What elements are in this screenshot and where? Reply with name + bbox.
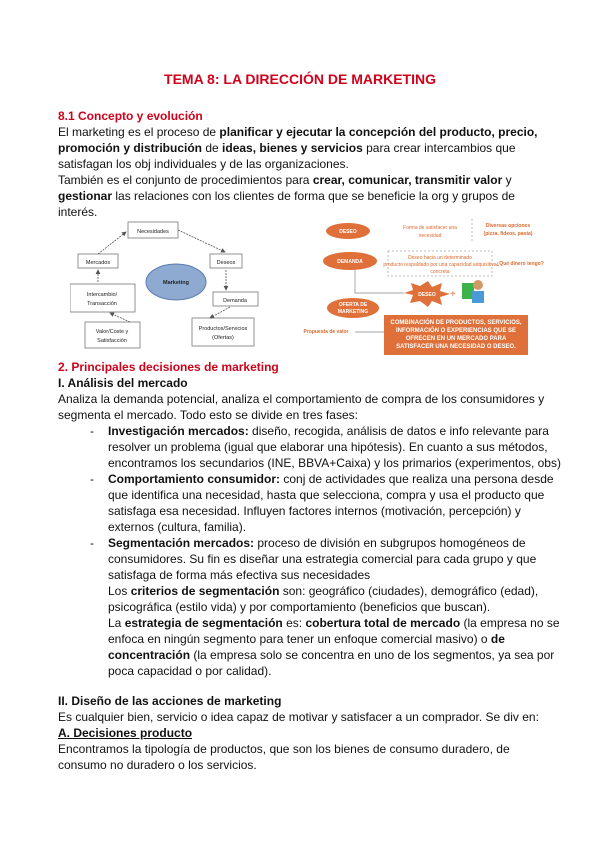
text-run: El marketing es el proceso de [58,125,220,139]
text-run: Analiza la demanda potencial, analiza el comportamiento de compra de los consumidores y [58,392,545,406]
text-run: segmenta el mercado. Todo esto se divide en tres fases: [58,408,358,422]
node-label: (Ofertas) [212,335,234,341]
node-label: Demanda [223,298,247,304]
box-line: INFORMACIÓN O EXPERIENCIAS QUE SE [395,328,517,334]
text-run: conj de actividades que realiza una persona desde [280,472,554,486]
text-run: las relaciones con los clientes de forma que se beneficie la org y grupos de [112,189,515,203]
text-run: proceso de división en subgrupos homogéneos de [254,536,526,550]
section-2 [58,359,561,773]
demanda-desc: concreta [430,269,450,275]
text-run: consumo no duradero o los servicios. [58,758,257,772]
subsection-heading: I. Análisis del mercado [58,376,188,390]
section-heading: 2. Principales decisiones de marketing [58,360,279,374]
bold-text: gestionar [58,189,113,203]
deseo-options: (pizza, fideos, pasta) [483,231,533,237]
bold-text: promoción y distribución [58,141,203,155]
box-line: COMBINACIÓN DE PRODUCTOS, SERVICIOS, [390,320,522,326]
text-run: Encontramos la tipología de productos, que son los bienes de consumo duradero, de [58,742,510,756]
box-line: SATISFACER UNA NECESIDAD O DESEO. [396,344,516,350]
bold-text: Investigación mercados: [108,424,249,438]
text-run: (la empresa no se [460,616,560,630]
demanda-desc: producto respaldado por una capacidad adquisitiva [383,262,497,268]
subsection-heading: II. Diseño de las acciones de marketing [58,694,282,708]
text-run: (la empresa solo se concentra en uno de los segmentos, ya sea por [190,648,555,662]
bold-text: estrategia de segmentación [124,616,283,630]
node-label: Marketing [163,280,189,286]
text-run: es: [282,616,306,630]
text-run: para crear intercambios que [362,141,516,155]
oferta-label: MARKETING [337,309,369,315]
bold-text: cobertura total de mercado [305,616,461,630]
paragraph: Es cualquier bien, servicio o idea capaz de motivar y satisfacer a un comprador. Se div en: [58,710,539,724]
node-label: Necesidades [137,229,169,235]
text-run: son: geográfico (ciudades), demográfico (edad), [279,584,539,598]
text-run: También es el conjunto de procedimientos para [58,173,313,187]
demanda-label: DEMANDA [337,259,363,265]
paragraph [58,741,558,773]
text-run: interés. [58,205,98,219]
svg-text:+: + [450,289,456,300]
deseo-options: Diversas opciones [485,223,531,229]
oferta-label: OFERTA DE [338,302,368,308]
text-run: resolver un problema (igual que elaborar una hipótesis). En cuanto a sus métodos, [108,440,548,454]
node-label: Intercambio/ [86,292,118,298]
bold-text: criterios de segmentación [130,584,280,598]
text-run: encontramos los secundarios (INE, BBVA+Caixa) y los primarios (experimentos, obs) [108,456,561,470]
list-dash: - [90,424,94,438]
text-run: Los [108,584,131,598]
marketing-concepts-diagram [70,220,300,350]
burst-label: DESEO [418,292,436,298]
text-run: de [202,141,223,155]
node-label: Valor/Coste y [95,329,129,335]
list-item [58,423,561,471]
question-label: ¿Qué dinero tengo? [496,261,544,267]
bold-text: crear, comunicar, transmitir valor [312,173,503,187]
text-run: externos (cultura, familia). [108,520,247,534]
bold-text: Comportamiento consumidor: [108,472,281,486]
text-run: y [502,173,512,187]
deseo-desc: necesidad [418,233,442,239]
bold-text: planificar y ejecutar la concepción del producto, precio, [219,125,538,139]
subsection-heading: A. Decisiones producto [58,726,193,740]
text-run: que identifica una necesidad, hasta que selecciona, compra y usa el producto que [108,488,545,502]
section-1 [58,108,558,220]
page-title: TEMA 8: LA DIRECCIÓN DE MARKETING [164,71,436,87]
text-run: satisfaga de forma más efectiva sus necesidades [108,568,371,582]
node-label: Mercados [85,260,111,266]
text-run: La [108,616,125,630]
deseo-desc: Forma de satisfacer una [403,225,457,231]
text-run: satisfagan los obj individuales y de las organizaciones. [58,157,349,171]
text-run: poca capacidad o por calidad). [108,664,272,678]
propuesta-label: Propuesta de valor [303,329,349,335]
demand-offer-diagram [300,215,550,357]
bold-text: Segmentación mercados: [108,536,255,550]
list-item [58,471,558,535]
text-run: satisfaga esa necesidad. Influyen factores internos (motivación, percepción) y [108,504,521,518]
node-label: Satisfacción [97,338,127,344]
bold-text: concentración [108,648,191,662]
section-heading: 8.1 Concepto y evolución [58,109,203,123]
person-head-icon [473,280,483,290]
list-dash: - [90,472,94,486]
text-run: diseño, recogida, análisis de datos e info relevante para [248,424,549,438]
node-label: Deseos [216,260,236,266]
node-label: Productos/Servicios [198,326,248,332]
list-dash: - [90,536,94,550]
node-label: Transacción [87,301,117,307]
bold-text: ideas, bienes y servicios [222,141,363,155]
text-run: psicográfica (estilo vida) y por comportamiento (beneficios que buscan). [108,600,491,614]
text-run: consumidores. Su fin es diseñar una estrategia comercial para cada grupo y que [108,552,537,566]
paragraph [58,124,558,220]
demanda-desc: Deseo hacia un determinado [408,255,472,261]
list-item [58,535,558,679]
box-line: OFRECEN EN UN MERCADO PARA [405,336,507,342]
deseo-label: DESEO [339,229,357,235]
bold-text: de [490,632,505,646]
text-run: enfoca en ningún segmento para tener un enfoque comercial masivo) o [108,632,491,646]
paragraph [58,391,558,423]
